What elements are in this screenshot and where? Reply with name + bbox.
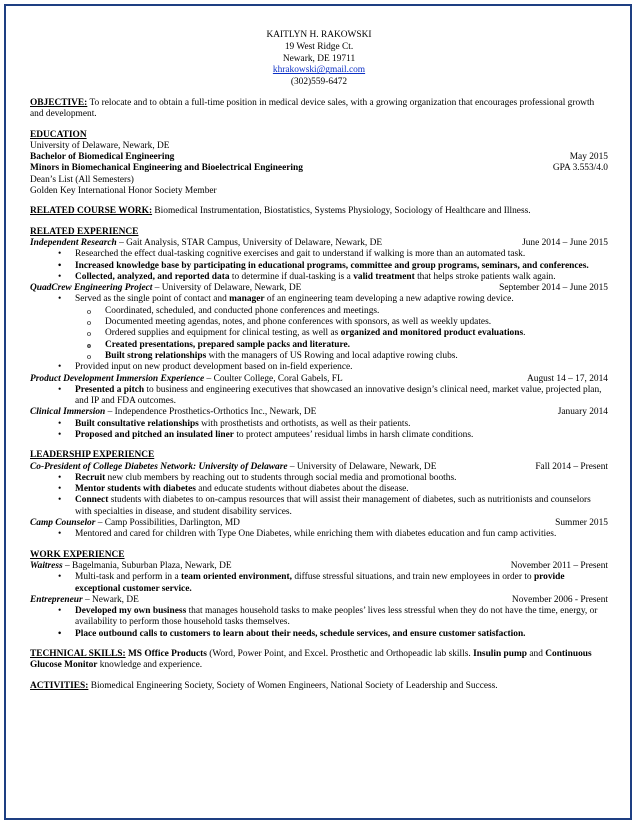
- bullet-text: Place outbound calls to customers to learn about their needs, schedule services, and ensure customer satisfaction.: [75, 628, 526, 639]
- skills-bold: Insulin pump: [473, 649, 528, 660]
- bullet-bold: Proposed and pitched an insulated liner: [75, 430, 234, 440]
- entry-title: QuadCrew Engineering Project: [30, 283, 153, 294]
- activities-label: ACTIVITIES:: [30, 680, 89, 691]
- list-item: [30, 495, 608, 518]
- work-heading: WORK EXPERIENCE: [30, 549, 125, 560]
- bullet-text: Served as the single point of contact and: [75, 294, 230, 305]
- entry-title: Entrepreneur: [30, 594, 83, 605]
- list-item: [30, 606, 608, 629]
- experience-entry: [30, 374, 608, 385]
- entry-location: – Camp Possibilities, Darlington, MD: [95, 518, 240, 529]
- objective-label: OBJECTIVE:: [30, 97, 88, 108]
- bullet-text: and educate students without diabetes about the disease.: [195, 484, 409, 495]
- bullet-bold: Built strong relationships: [105, 350, 207, 361]
- bullet-bold: Connect: [75, 495, 109, 506]
- coursework-label: RELATED COURSE WORK:: [30, 206, 153, 217]
- list-item: [30, 294, 608, 305]
- work-section: [30, 550, 608, 640]
- entry-location: – University of Delaware, Newark, DE: [152, 283, 302, 294]
- list-item: [30, 529, 608, 540]
- list-item: [30, 362, 608, 373]
- bullet-text: Multi-task and perform in a: [75, 572, 181, 583]
- education-heading: EDUCATION: [30, 129, 87, 140]
- list-item: [30, 430, 608, 441]
- bullet-text: Coordinated, scheduled, and conducted phone conferences and meetings.: [105, 305, 380, 316]
- bullet-text: Mentored and cared for children with Type One Diabetes, while enriching them with diabetes education and fun camp activities.: [75, 529, 557, 540]
- school: University of Delaware, Newark, DE: [30, 140, 170, 151]
- skills-bold: Continuous Glucose Monitor: [30, 649, 592, 671]
- objective-text: To relocate and to obtain a full-time position in medical device sales, with a growing organization that encourages professional growth and development.: [30, 97, 595, 120]
- objective-section: [30, 98, 608, 121]
- bullet-text: that manages household tasks to make peoples’ lives less stressful when they do not have the time, energy, or availability to perform those household tasks themselves.: [75, 606, 598, 628]
- entry-title: Independent Research: [30, 237, 117, 248]
- bullet-text: to determine if dual-tasking is a: [229, 271, 354, 282]
- activities-text: Biomedical Engineering Society, Society of Women Engineers, National Society of Leadership and Success.: [88, 680, 498, 691]
- bullet-text: Ordered supplies and equipment for clinical testing, as well as: [105, 328, 341, 339]
- bullet-bold: Mentor students with diabetes: [75, 484, 196, 495]
- skills-bold: MS Office Products: [125, 649, 207, 660]
- skills-section: [30, 649, 608, 672]
- bullet-bold: manager: [229, 294, 265, 305]
- bullet-text: with prosthetists and orthotists, as well as their patients.: [198, 418, 411, 429]
- entry-date: August 14 – 17, 2014: [527, 373, 608, 384]
- sub-list-item: [30, 340, 608, 351]
- coursework-section: [30, 206, 608, 217]
- experience-entry: [30, 283, 608, 294]
- candidate-name: KAITLYN H. RAKOWSKI: [266, 30, 372, 40]
- minors: Minors in Biomechanical Engineering and Bioelectrical Engineering: [30, 163, 303, 174]
- skills-text: (Word, Power Point, and Excel. Prosthetic and Orthopeadic lab skills.: [206, 649, 474, 660]
- entry-location: – Bagelmania, Suburban Plaza, Newark, DE: [62, 560, 232, 571]
- bullet-text: students with diabetes to on-campus resources that will assist their management of diabetes, such as nutritionists and counselors with specialties in disease, and student disability services.: [75, 495, 591, 517]
- entry-title: Waitress: [30, 560, 63, 571]
- entry-date: November 2006 - Present: [511, 594, 608, 605]
- degree: Bachelor of Biomedical Engineering: [30, 152, 175, 163]
- entry-title: Clinical Immersion: [30, 407, 106, 418]
- entry-title: Co-President of College Diabetes Network: University of Delaware: [30, 461, 288, 472]
- list-item: [30, 419, 608, 430]
- related-heading: RELATED EXPERIENCE: [30, 226, 139, 237]
- entry-date: Fall 2014 – Present: [535, 461, 608, 472]
- email-link[interactable]: khrakowski@gmail.com: [272, 65, 366, 76]
- bullet-bold: Recruit: [75, 472, 106, 483]
- related-experience-section: [30, 227, 608, 442]
- bullet-text: Researched the effect dual-tasking cognitive exercises and gait to understand if walking is more than an automated task.: [75, 249, 526, 260]
- bullet-bold: Presented a pitch: [75, 384, 145, 395]
- bullet-bold: organized and monitored product evaluations: [340, 328, 524, 339]
- list-item: [30, 473, 608, 484]
- bullet-bold: team oriented environment,: [180, 572, 292, 583]
- degree-date: May 2015: [569, 152, 608, 163]
- list-item: [30, 272, 608, 283]
- entry-title: Product Development Immersion Experience: [30, 373, 205, 384]
- education-section: [30, 130, 608, 198]
- honor-golden-key: Golden Key International Honor Society Member: [30, 186, 217, 197]
- experience-entry: [30, 561, 608, 572]
- leadership-heading: LEADERSHIP EXPERIENCE: [30, 450, 155, 461]
- entry-date: Summer 2015: [555, 518, 608, 529]
- address-line-1: 19 West Ridge Ct.: [284, 41, 354, 52]
- bullet-bold: Collected, analyzed, and reported data: [75, 271, 230, 282]
- entry-location: – Independence Prosthetics-Orthotics Inc., Newark, DE: [105, 407, 317, 418]
- phone-number: (302)559-6472: [290, 77, 348, 88]
- bullet-text: that helps stroke patients walk again.: [414, 271, 556, 282]
- resume-header: [30, 30, 608, 89]
- bullet-text: Increased knowledge base by participating in educational programs, committee and group programs, seminars, and conferences.: [75, 260, 589, 271]
- list-item: [30, 572, 608, 595]
- list-item: [30, 249, 608, 260]
- bullet-bold: provide exceptional customer service.: [75, 572, 565, 594]
- list-item: [30, 261, 608, 272]
- list-item: [30, 484, 608, 495]
- experience-entry: [30, 595, 608, 606]
- entry-location: – University of Delaware, Newark, DE: [287, 461, 437, 472]
- experience-entry: [30, 238, 608, 249]
- skills-label: TECHNICAL SKILLS:: [30, 649, 126, 660]
- bullet-text: new club members by reaching out to students through social media and promotional booths.: [105, 472, 457, 483]
- entry-date: November 2011 – Present: [510, 560, 608, 571]
- resume-page: [30, 30, 608, 692]
- bullet-text: of an engineering team developing a new adaptive rowing device.: [264, 294, 514, 305]
- bullet-text: Created presentations, prepared sample packs and literature.: [105, 339, 350, 350]
- bullet-text: Provided input on new product development based on in-field experience.: [75, 362, 353, 373]
- activities-section: [30, 681, 608, 692]
- sub-list-item: [30, 306, 608, 317]
- bullet-text: diffuse stressful situations, and train new employees in order to: [291, 572, 534, 583]
- entry-date: June 2014 – June 2015: [522, 237, 608, 248]
- gpa: GPA 3.553/4.0: [552, 163, 608, 174]
- experience-entry: [30, 407, 608, 418]
- bullet-text: Documented meeting agendas, notes, and phone conferences with sponsors, as well as weekly updates.: [105, 317, 492, 328]
- entry-location: – Newark, DE: [82, 594, 139, 605]
- list-item: [30, 385, 608, 408]
- bullet-text: to protect amputees’ residual limbs in harsh climate conditions.: [233, 430, 474, 440]
- bullet-text: with the managers of US Rowing and local adaptive rowing clubs.: [206, 350, 458, 361]
- experience-entry: [30, 518, 608, 529]
- bullet-bold: Developed my own business: [75, 606, 187, 617]
- leadership-section: [30, 450, 608, 540]
- sub-list-item: [30, 317, 608, 328]
- sub-list-item: [30, 328, 608, 339]
- entry-title: Camp Counselor: [30, 518, 96, 529]
- honor-deans-list: Dean’s List (All Semesters): [30, 174, 134, 185]
- address-line-2: Newark, DE 19711: [282, 53, 356, 64]
- bullet-bold: Built consultative relationships: [75, 418, 199, 429]
- bullet-text: to business and engineering executives that showcased an innovative design’s clinical need, market value, projected plan, and IP and FDA outcomes.: [75, 384, 602, 407]
- bullet-bold: valid treatment: [353, 271, 415, 282]
- list-item: [30, 629, 608, 640]
- skills-text: and: [527, 649, 546, 660]
- sub-list-item: [30, 351, 608, 362]
- entry-date: September 2014 – June 2015: [499, 283, 608, 294]
- bullet-text: .: [523, 328, 526, 339]
- entry-date: January 2014: [557, 407, 608, 418]
- coursework-text: Biomedical Instrumentation, Biostatistics, Systems Physiology, Sociology of Healthcare and Illness.: [152, 206, 531, 217]
- experience-entry: [30, 462, 608, 473]
- entry-location: – Gait Analysis, STAR Campus, University of Delaware, Newark, DE: [116, 237, 383, 248]
- entry-location: – Coulter College, Coral Gabels, FL: [204, 373, 343, 384]
- skills-text: knowledge and experience.: [97, 660, 203, 671]
